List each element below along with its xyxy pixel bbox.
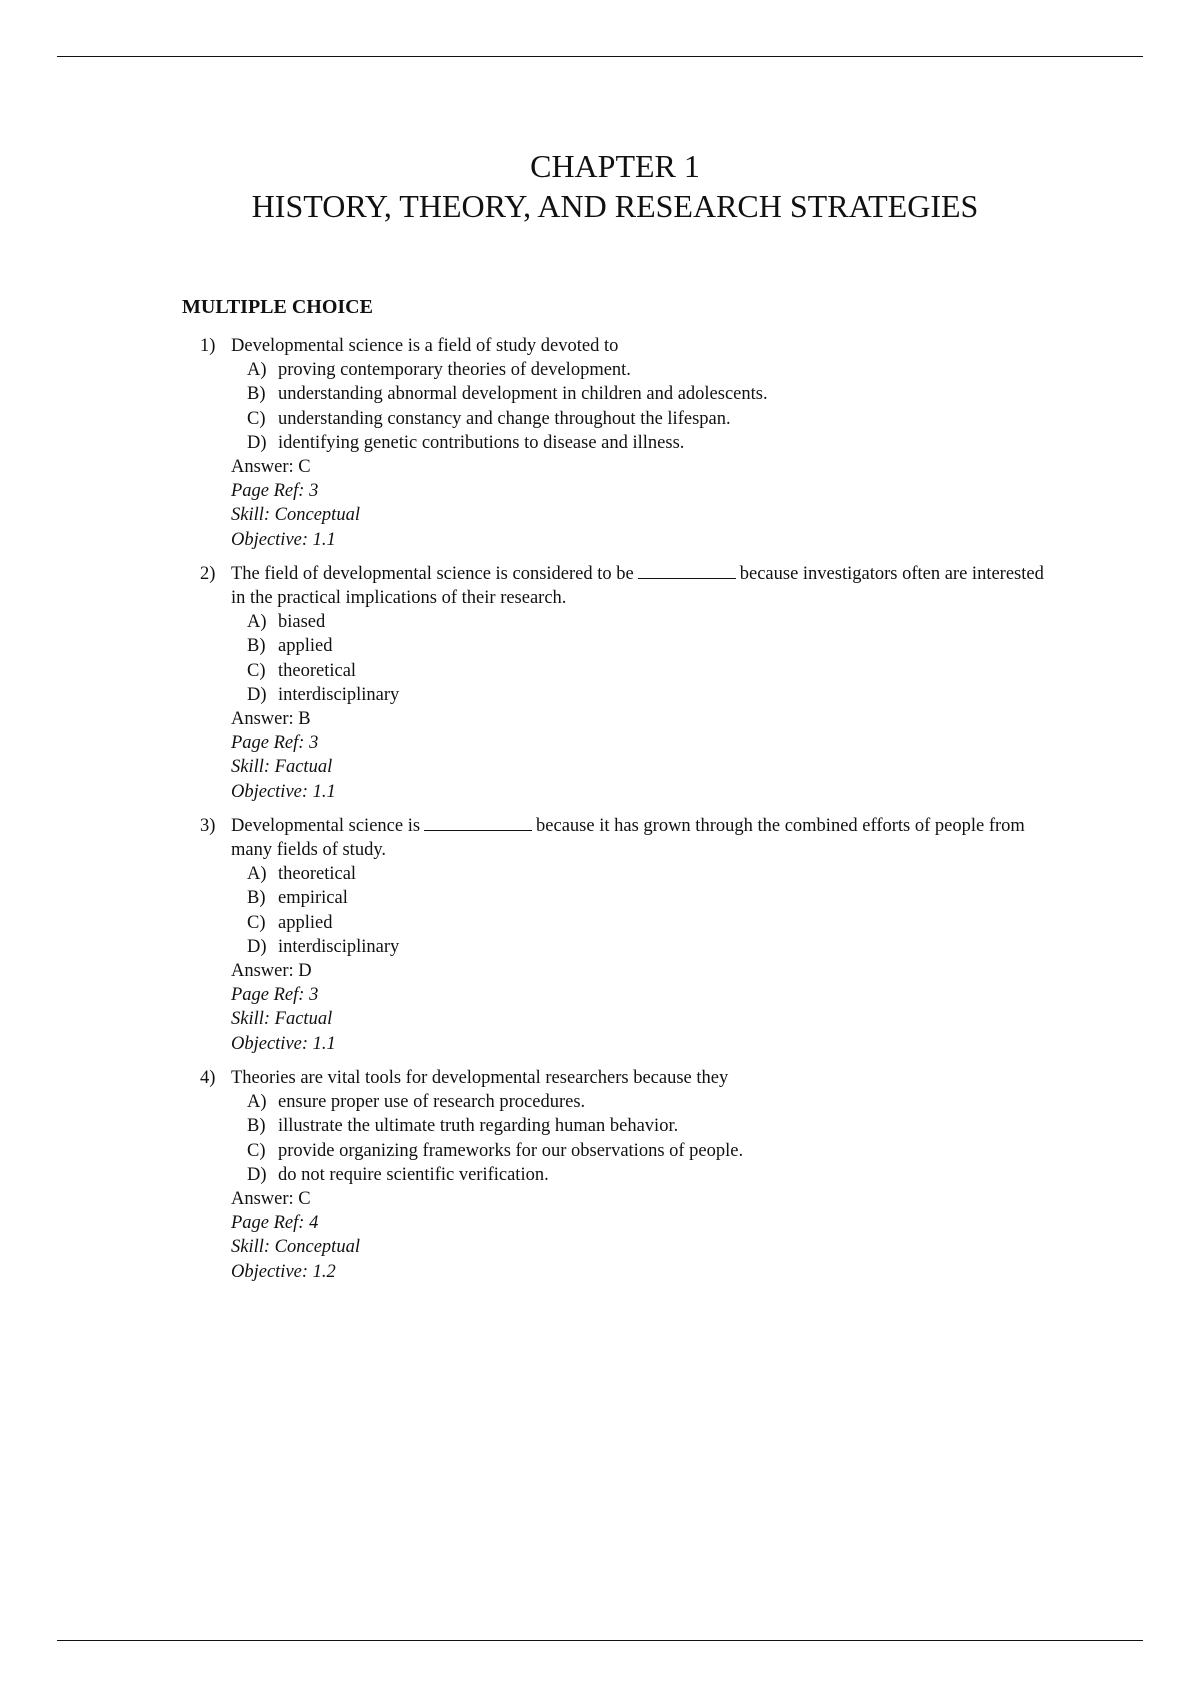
option-b: B) applied (247, 636, 333, 657)
skill: Skill: Factual (231, 1009, 333, 1030)
option-a: A) theoretical (247, 864, 357, 885)
option-b: B) empirical (247, 888, 348, 909)
question-1 (200, 334, 1060, 552)
option-list (247, 610, 1060, 707)
question-list (200, 334, 1060, 1294)
option-a: A) biased (247, 612, 326, 633)
page-ref: Page Ref: 3 (231, 733, 319, 754)
question-number: 3) (200, 815, 216, 836)
skill: Skill: Factual (231, 757, 333, 778)
top-rule (57, 56, 1143, 57)
chapter-title-block (0, 146, 1200, 226)
question-stem: Developmental science is a field of study devoted to (231, 336, 619, 356)
question-stem: Theories are vital tools for developmental researchers because they (231, 1067, 729, 1088)
question-2 (200, 562, 1060, 804)
option-a: A) ensure proper use of research procedures. (247, 1092, 586, 1113)
option-c: C) applied (247, 912, 333, 933)
option-list (247, 862, 1060, 959)
option-d: D) interdisciplinary (247, 684, 400, 705)
option-c: C) theoretical (247, 660, 357, 681)
skill: Skill: Conceptual (231, 505, 360, 526)
option-list (247, 1090, 1060, 1187)
objective: Objective: 1.1 (231, 1033, 336, 1054)
question-meta (231, 455, 1060, 552)
objective: Objective: 1.1 (231, 529, 336, 550)
chapter-number: CHAPTER 1 (530, 148, 700, 184)
answer: Answer: B (231, 709, 311, 730)
answer-blank (424, 815, 532, 831)
answer: Answer: D (231, 961, 312, 982)
bottom-rule (57, 1640, 1143, 1641)
option-c: C) understanding constancy and change throughout the lifespan. (247, 408, 731, 429)
skill: Skill: Conceptual (231, 1237, 360, 1258)
option-list (247, 358, 1060, 455)
answer: Answer: C (231, 1188, 311, 1209)
question-stem: The field of developmental science is considered to be because investigators often are interested in the practical implications of their research. (231, 563, 1044, 609)
question-4 (200, 1066, 1060, 1284)
option-a: A) proving contemporary theories of development. (247, 360, 631, 381)
question-stem: Developmental science is because it has grown through the combined efforts of people from many fields of study. (231, 815, 1025, 861)
objective: Objective: 1.1 (231, 781, 336, 802)
question-number: 4) (200, 1067, 216, 1088)
section-heading: MULTIPLE CHOICE (182, 296, 373, 318)
question-number: 2) (200, 563, 216, 584)
answer: Answer: C (231, 457, 311, 478)
page-ref: Page Ref: 3 (231, 481, 319, 502)
question-meta (231, 959, 1060, 1056)
question-meta (231, 1187, 1060, 1284)
chapter-title: HISTORY, THEORY, AND RESEARCH STRATEGIES (251, 188, 979, 224)
option-d: D) interdisciplinary (247, 936, 400, 957)
question-number: 1) (200, 336, 216, 356)
page-ref: Page Ref: 4 (231, 1213, 319, 1234)
page-ref: Page Ref: 3 (231, 985, 319, 1006)
question-3 (200, 814, 1060, 1056)
answer-blank (638, 563, 736, 579)
option-d: D) do not require scientific verification. (247, 1164, 549, 1185)
option-b: B) understanding abnormal development in children and adolescents. (247, 384, 768, 405)
option-c: C) provide organizing frameworks for our observations of people. (247, 1140, 744, 1161)
objective: Objective: 1.2 (231, 1261, 336, 1282)
option-b: B) illustrate the ultimate truth regarding human behavior. (247, 1116, 679, 1137)
option-d: D) identifying genetic contributions to disease and illness. (247, 432, 685, 453)
question-meta (231, 707, 1060, 804)
